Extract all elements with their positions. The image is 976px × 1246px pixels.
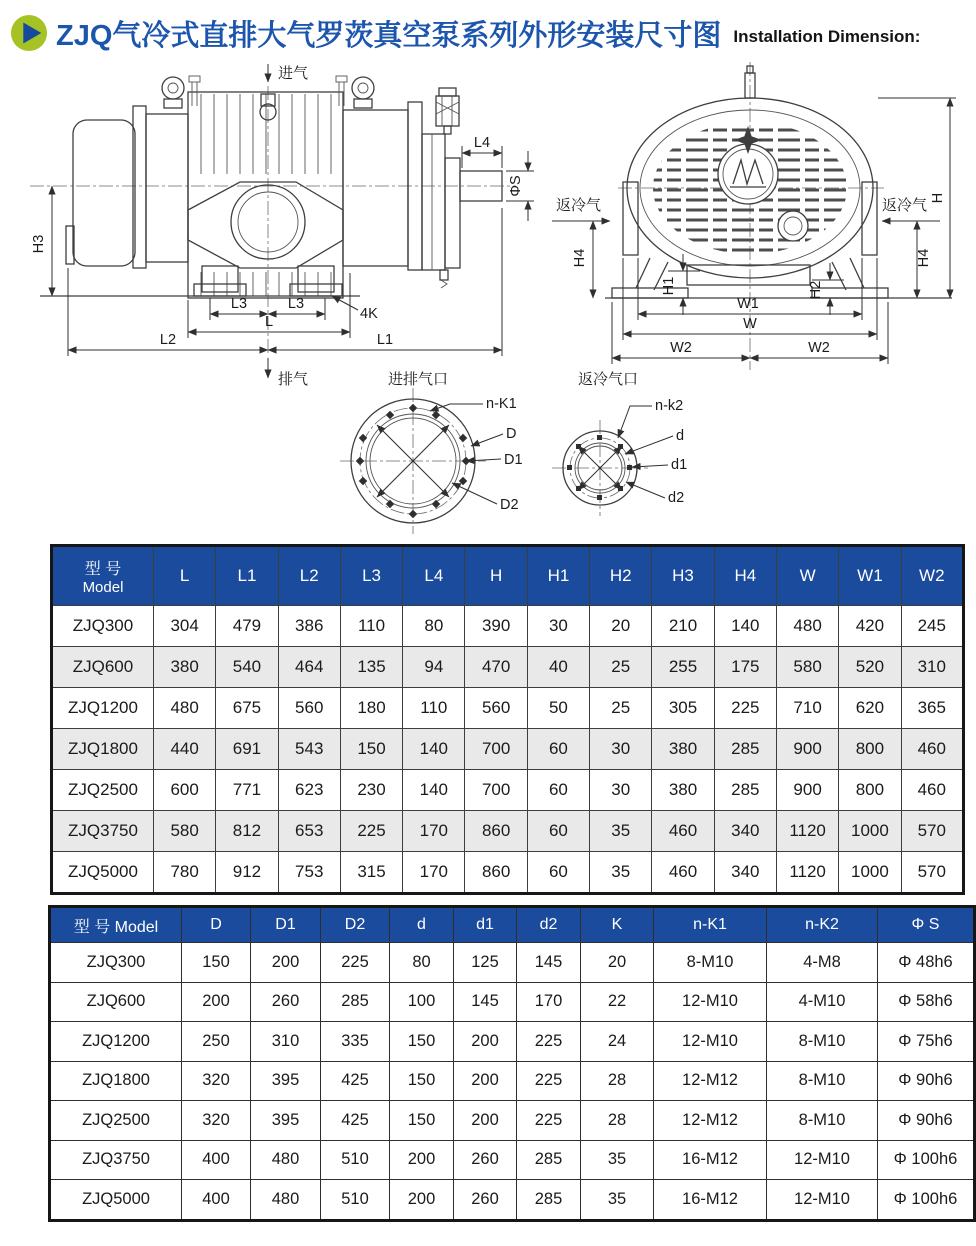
value-cell: 305 [652, 688, 714, 729]
value-cell: 20 [590, 606, 652, 647]
value-cell: 110 [340, 606, 402, 647]
value-cell: 600 [154, 770, 216, 811]
value-cell: 1000 [839, 811, 901, 852]
value-cell: 812 [216, 811, 278, 852]
value-cell: 170 [403, 852, 465, 894]
table-row [52, 688, 964, 729]
value-cell: 395 [251, 1101, 321, 1141]
value-cell: 395 [251, 1061, 321, 1101]
column-header: D1 [251, 907, 321, 943]
value-cell: 1120 [776, 811, 838, 852]
page-subtitle: Installation Dimension: [733, 27, 921, 46]
dim-w2-left: W2 [670, 340, 692, 356]
table-row [50, 943, 975, 983]
value-cell: 30 [527, 606, 589, 647]
column-header: L1 [216, 546, 278, 606]
value-cell: 285 [517, 1180, 581, 1221]
value-cell: 60 [527, 770, 589, 811]
dim-l: L [264, 314, 274, 330]
value-cell: 150 [340, 729, 402, 770]
value-cell: 94 [403, 647, 465, 688]
value-cell: 150 [182, 943, 251, 983]
value-cell: 255 [652, 647, 714, 688]
value-cell: 260 [454, 1140, 517, 1180]
value-cell: 225 [517, 1101, 581, 1141]
cool-flange-caption: 返冷气口 [578, 371, 639, 388]
value-cell: 145 [517, 943, 581, 983]
column-header: n-K2 [767, 907, 878, 943]
value-cell: 380 [652, 729, 714, 770]
model-header-cn: 型 号 [84, 561, 122, 578]
value-cell: 570 [901, 811, 963, 852]
column-header: W [776, 546, 838, 606]
table-row [52, 606, 964, 647]
table-row [50, 1140, 975, 1180]
value-cell: 304 [154, 606, 216, 647]
column-header: D [182, 907, 251, 943]
value-cell: 245 [901, 606, 963, 647]
main-flange-caption: 进排气口 [388, 371, 449, 388]
installation-table-header [52, 546, 964, 606]
value-cell: 8-M10 [654, 943, 767, 983]
value-cell: 900 [776, 729, 838, 770]
value-cell: 700 [465, 729, 527, 770]
table-row [50, 1101, 975, 1141]
value-cell: 20 [581, 943, 654, 983]
cooling-flange-drawing [552, 371, 687, 516]
column-header-model: 型 号 Model [50, 907, 182, 943]
value-cell: Φ 58h6 [878, 982, 975, 1022]
value-cell: 691 [216, 729, 278, 770]
installation-dimension-table [50, 544, 965, 895]
value-cell: 510 [321, 1140, 390, 1180]
value-cell: 145 [454, 982, 517, 1022]
header-row [52, 546, 964, 606]
value-cell: 440 [154, 729, 216, 770]
value-cell: 28 [581, 1101, 654, 1141]
value-cell: 315 [340, 852, 402, 894]
value-cell: 260 [251, 982, 321, 1022]
column-header: d [390, 907, 454, 943]
value-cell: 623 [278, 770, 340, 811]
value-cell: 12-M10 [654, 1022, 767, 1062]
dim-d1-cool: d1 [671, 457, 688, 473]
value-cell: 260 [454, 1180, 517, 1221]
dim-h4-left: H4 [572, 248, 588, 268]
column-header-model [52, 546, 154, 606]
column-header: Φ S [878, 907, 975, 943]
model-cell: ZJQ1800 [52, 729, 154, 770]
value-cell: 400 [182, 1140, 251, 1180]
table-row [50, 1180, 975, 1221]
value-cell: 1120 [776, 852, 838, 894]
value-cell: 285 [714, 729, 776, 770]
value-cell: 335 [321, 1022, 390, 1062]
value-cell: 560 [278, 688, 340, 729]
value-cell: 22 [581, 982, 654, 1022]
value-cell: 285 [321, 982, 390, 1022]
column-header: H3 [652, 546, 714, 606]
dim-l3-right: L3 [287, 296, 305, 312]
value-cell: 8-M10 [767, 1101, 878, 1141]
value-cell: 479 [216, 606, 278, 647]
model-cell: ZJQ1200 [50, 1022, 182, 1062]
dim-h: H [930, 192, 946, 204]
value-cell: 340 [714, 811, 776, 852]
column-header: H4 [714, 546, 776, 606]
value-cell: Φ 48h6 [878, 943, 975, 983]
value-cell: 125 [454, 943, 517, 983]
technical-drawings [0, 58, 976, 536]
value-cell: 710 [776, 688, 838, 729]
model-cell: ZJQ3750 [52, 811, 154, 852]
value-cell: 60 [527, 729, 589, 770]
dim-w: W [743, 316, 757, 332]
column-header: D2 [321, 907, 390, 943]
dim-4k: 4K [360, 306, 378, 322]
value-cell: 12-M12 [654, 1101, 767, 1141]
table-row [52, 811, 964, 852]
model-cell: ZJQ5000 [50, 1180, 182, 1221]
column-header: L2 [278, 546, 340, 606]
value-cell: 200 [251, 943, 321, 983]
value-cell: 150 [390, 1101, 454, 1141]
value-cell: 225 [517, 1061, 581, 1101]
installation-table-body [52, 606, 964, 894]
column-header: L3 [340, 546, 402, 606]
value-cell: 464 [278, 647, 340, 688]
value-cell: 140 [403, 770, 465, 811]
dim-d-cool: d [676, 428, 685, 444]
column-header: L [154, 546, 216, 606]
value-cell: 780 [154, 852, 216, 894]
value-cell: 35 [581, 1180, 654, 1221]
table-row [50, 1061, 975, 1101]
value-cell: 170 [517, 982, 581, 1022]
value-cell: 110 [403, 688, 465, 729]
value-cell: 230 [340, 770, 402, 811]
value-cell: 4-M10 [767, 982, 878, 1022]
value-cell: 80 [390, 943, 454, 983]
value-cell: 60 [527, 811, 589, 852]
value-cell: 210 [652, 606, 714, 647]
value-cell: 285 [517, 1140, 581, 1180]
value-cell: 225 [321, 943, 390, 983]
column-header: H [465, 546, 527, 606]
outlet-label: 排气 [278, 371, 309, 388]
value-cell: 400 [182, 1180, 251, 1221]
value-cell: 425 [321, 1061, 390, 1101]
value-cell: 8-M10 [767, 1061, 878, 1101]
table-row [52, 647, 964, 688]
value-cell: 50 [527, 688, 589, 729]
value-cell: 200 [454, 1061, 517, 1101]
value-cell: 135 [340, 647, 402, 688]
value-cell: 480 [776, 606, 838, 647]
header-row [50, 907, 975, 943]
relief-valve [436, 88, 459, 288]
value-cell: 320 [182, 1061, 251, 1101]
value-cell: 460 [901, 729, 963, 770]
value-cell: Φ 90h6 [878, 1101, 975, 1141]
flange-table-body [50, 943, 975, 1221]
dim-d-main: D [506, 426, 517, 442]
value-cell: 860 [465, 811, 527, 852]
value-cell: 470 [465, 647, 527, 688]
value-cell: 420 [839, 606, 901, 647]
table-row [52, 729, 964, 770]
value-cell: 150 [390, 1022, 454, 1062]
return-air-label-right: 返冷气 [882, 197, 928, 214]
value-cell: 225 [340, 811, 402, 852]
model-cell: ZJQ5000 [52, 852, 154, 894]
flange-table-header [50, 907, 975, 943]
value-cell: 700 [465, 770, 527, 811]
value-cell: 480 [251, 1180, 321, 1221]
dim-h2: H2 [808, 280, 824, 300]
value-cell: 480 [154, 688, 216, 729]
dim-l3-left: L3 [230, 296, 248, 312]
value-cell: 653 [278, 811, 340, 852]
page-header [0, 0, 976, 58]
value-cell: 12-M10 [767, 1140, 878, 1180]
model-cell: ZJQ1200 [52, 688, 154, 729]
value-cell: 225 [714, 688, 776, 729]
value-cell: 8-M10 [767, 1022, 878, 1062]
value-cell: 380 [652, 770, 714, 811]
inlet-label: 进气 [278, 65, 309, 82]
value-cell: 30 [590, 770, 652, 811]
column-header: n-K1 [654, 907, 767, 943]
value-cell: 800 [839, 770, 901, 811]
model-cell: ZJQ3750 [50, 1140, 182, 1180]
value-cell: Φ 100h6 [878, 1140, 975, 1180]
model-cell: ZJQ2500 [50, 1101, 182, 1141]
value-cell: 180 [340, 688, 402, 729]
play-icon [10, 14, 48, 52]
value-cell: 200 [390, 1180, 454, 1221]
model-cell: ZJQ1800 [50, 1061, 182, 1101]
value-cell: 520 [839, 647, 901, 688]
dim-d2-cool: d2 [668, 490, 685, 506]
value-cell: 285 [714, 770, 776, 811]
value-cell: 460 [901, 770, 963, 811]
value-cell: 4-M8 [767, 943, 878, 983]
value-cell: 225 [517, 1022, 581, 1062]
model-header-en: Model [82, 579, 124, 596]
dim-nk1: n-K1 [486, 396, 517, 412]
dim-nk2: n-k2 [655, 398, 684, 414]
dim-h3: H3 [31, 234, 47, 254]
table-row [50, 1022, 975, 1062]
column-header: H1 [527, 546, 589, 606]
value-cell: 425 [321, 1101, 390, 1141]
value-cell: 570 [901, 852, 963, 894]
value-cell: 28 [581, 1061, 654, 1101]
value-cell: 35 [590, 811, 652, 852]
column-header: d1 [454, 907, 517, 943]
value-cell: Φ 90h6 [878, 1061, 975, 1101]
end-view-drawing [552, 62, 956, 370]
value-cell: 460 [652, 852, 714, 894]
value-cell: 340 [714, 852, 776, 894]
value-cell: 1000 [839, 852, 901, 894]
model-cell: ZJQ600 [52, 647, 154, 688]
dim-d2-main: D2 [500, 497, 519, 513]
dim-l1: L1 [376, 332, 394, 348]
main-flange-drawing [340, 371, 523, 534]
value-cell: 35 [581, 1140, 654, 1180]
value-cell: 390 [465, 606, 527, 647]
dim-phi-s: ΦS [508, 175, 524, 197]
value-cell: 380 [154, 647, 216, 688]
dim-d1-main: D1 [504, 452, 523, 468]
value-cell: 460 [652, 811, 714, 852]
value-cell: 30 [590, 729, 652, 770]
dim-l4: L4 [473, 135, 491, 151]
value-cell: 35 [590, 852, 652, 894]
table-row [52, 770, 964, 811]
value-cell: 912 [216, 852, 278, 894]
value-cell: 12-M12 [654, 1061, 767, 1101]
column-header: W2 [901, 546, 963, 606]
value-cell: 200 [390, 1140, 454, 1180]
value-cell: 320 [182, 1101, 251, 1141]
value-cell: 25 [590, 688, 652, 729]
value-cell: 580 [776, 647, 838, 688]
flange-dimension-table [48, 905, 976, 1222]
model-cell: ZJQ600 [50, 982, 182, 1022]
value-cell: 543 [278, 729, 340, 770]
value-cell: 560 [465, 688, 527, 729]
value-cell: 386 [278, 606, 340, 647]
return-air-port [778, 211, 808, 241]
value-cell: 170 [403, 811, 465, 852]
value-cell: 12-M10 [654, 982, 767, 1022]
value-cell: 200 [454, 1101, 517, 1141]
side-view-drawing [30, 64, 534, 388]
value-cell: 310 [251, 1022, 321, 1062]
value-cell: 900 [776, 770, 838, 811]
value-cell: 140 [714, 606, 776, 647]
value-cell: 675 [216, 688, 278, 729]
value-cell: 860 [465, 852, 527, 894]
value-cell: 800 [839, 729, 901, 770]
column-header: K [581, 907, 654, 943]
value-cell: 620 [839, 688, 901, 729]
value-cell: 100 [390, 982, 454, 1022]
value-cell: 25 [590, 647, 652, 688]
return-air-label-left: 返冷气 [556, 197, 602, 214]
value-cell: 175 [714, 647, 776, 688]
value-cell: 480 [251, 1140, 321, 1180]
value-cell: 200 [182, 982, 251, 1022]
column-header: H2 [590, 546, 652, 606]
value-cell: 24 [581, 1022, 654, 1062]
value-cell: Φ 75h6 [878, 1022, 975, 1062]
model-cell: ZJQ300 [52, 606, 154, 647]
dim-h1: H1 [661, 276, 677, 296]
page-title: ZJQ气冷式直排大气罗茨真空泵系列外形安装尺寸图 [56, 19, 722, 52]
column-header: d2 [517, 907, 581, 943]
dim-l2: L2 [159, 332, 177, 348]
value-cell: 510 [321, 1180, 390, 1221]
value-cell: 771 [216, 770, 278, 811]
value-cell: 200 [454, 1022, 517, 1062]
value-cell: 140 [403, 729, 465, 770]
model-cell: ZJQ300 [50, 943, 182, 983]
value-cell: 580 [154, 811, 216, 852]
value-cell: 12-M10 [767, 1180, 878, 1221]
value-cell: Φ 100h6 [878, 1180, 975, 1221]
value-cell: 310 [901, 647, 963, 688]
brand-logo [718, 126, 778, 204]
dim-w1: W1 [737, 296, 759, 312]
dim-h4-right: H4 [916, 248, 932, 268]
table-row [50, 982, 975, 1022]
value-cell: 80 [403, 606, 465, 647]
value-cell: 540 [216, 647, 278, 688]
value-cell: 40 [527, 647, 589, 688]
column-header: L4 [403, 546, 465, 606]
value-cell: 16-M12 [654, 1140, 767, 1180]
value-cell: 365 [901, 688, 963, 729]
value-cell: 16-M12 [654, 1180, 767, 1221]
table-row [52, 852, 964, 894]
column-header: W1 [839, 546, 901, 606]
value-cell: 150 [390, 1061, 454, 1101]
value-cell: 60 [527, 852, 589, 894]
value-cell: 753 [278, 852, 340, 894]
dim-w2-right: W2 [808, 340, 830, 356]
model-cell: ZJQ2500 [52, 770, 154, 811]
value-cell: 250 [182, 1022, 251, 1062]
